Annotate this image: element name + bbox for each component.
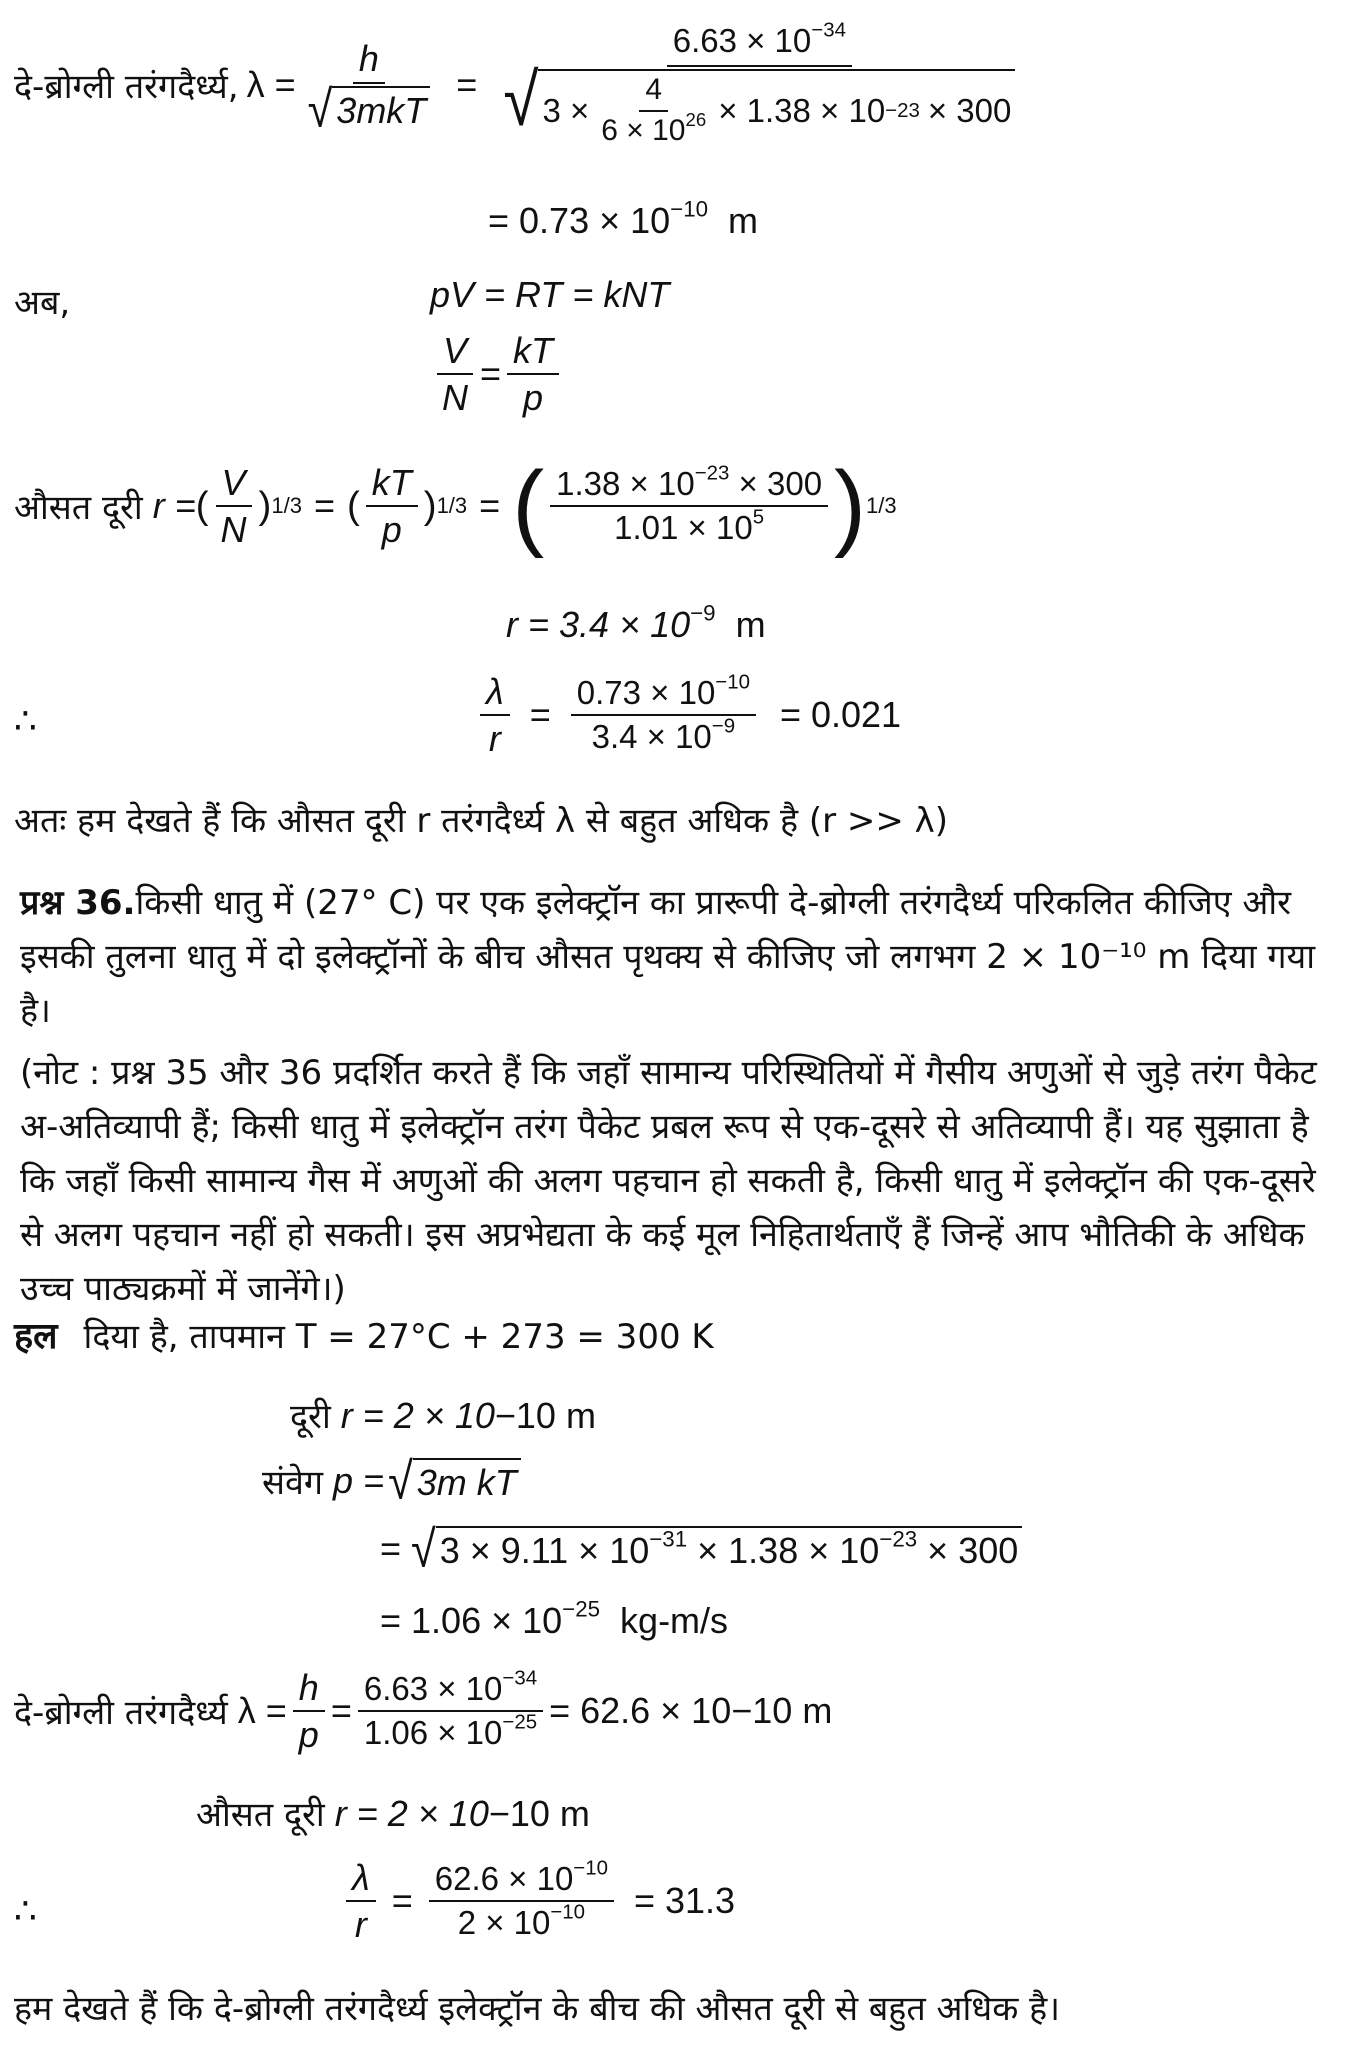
den-part-c: × 300 bbox=[927, 92, 1012, 129]
numerator bbox=[550, 461, 828, 507]
label-average-distance: औसत दूरी bbox=[196, 1795, 325, 1835]
numerator-h: h bbox=[293, 1667, 325, 1712]
distance-value: r = 2 × 10 bbox=[340, 1395, 495, 1436]
num-exponent: −10 bbox=[715, 670, 750, 694]
inner-num: 4 bbox=[639, 73, 668, 112]
num-exponent: −23 bbox=[694, 461, 730, 485]
numerator: kT bbox=[366, 462, 418, 507]
num-mantissa: 62.6 × 10 bbox=[434, 1860, 574, 1898]
fraction-denominator bbox=[302, 79, 437, 139]
radicand: 3mkT bbox=[332, 86, 430, 131]
equals-sign: = bbox=[330, 1690, 352, 1731]
result-exponent: −10 bbox=[670, 196, 709, 222]
radicand: 3 × $\frac{4}{6 \times 10^{26}}$ × 1.38 × 10 −23 × 300 bbox=[538, 69, 1015, 148]
therefore-symbol: ∴ bbox=[14, 1890, 37, 1931]
ideal-gas-equation: pV = RT = kNT bbox=[430, 274, 670, 315]
average-distance-metal: औसत दूरी r = 2 × 10 −10 m bbox=[196, 1790, 590, 1836]
fraction-denominator bbox=[497, 58, 1021, 148]
sqrt-numeric bbox=[411, 1519, 1022, 1578]
denominator: p bbox=[381, 509, 402, 550]
num-mantissa: 6.63 × 10 bbox=[363, 1670, 503, 1708]
fraction-numerator: h bbox=[353, 38, 385, 83]
momentum-mantissa: = 1.06 × 10 bbox=[380, 1600, 563, 1641]
eq-v-over-n bbox=[430, 330, 565, 419]
r-lhs: r = bbox=[152, 485, 196, 526]
equals-sign: = bbox=[529, 694, 551, 735]
ratio-result: = 31.3 bbox=[633, 1880, 736, 1921]
equals-sign: = bbox=[480, 353, 502, 395]
part-b: × 1.38 × 10 bbox=[697, 1530, 880, 1571]
paren-open: ( bbox=[512, 452, 545, 559]
numerator-lambda: λ bbox=[480, 671, 510, 716]
result-unit: m bbox=[728, 200, 759, 241]
fraction-lambda-r bbox=[346, 1857, 376, 1946]
inner-den-exponent: 26 bbox=[685, 109, 707, 131]
den-mantissa: 1.06 × 10 bbox=[363, 1714, 503, 1751]
question-text: किसी धातु में (27° C) पर एक इलेक्ट्रॉन का प्रारूपी दे-ब्रोग्ली तरंगदैर्ध्य परिकलित कीजिए और इसकी तुलना धातु में दो इलेक्ट्रॉनों के बीच औसत पृथक्य से कीजिए जो लगभग 2 × 10⁻¹⁰ m दिया गया है। bbox=[20, 883, 1316, 1031]
denominator-r: r bbox=[488, 718, 501, 759]
lambda-lhs: λ = bbox=[246, 64, 296, 105]
den-mantissa: 2 × 10 bbox=[457, 1904, 551, 1941]
eq-ratio-metal bbox=[340, 1846, 735, 1956]
radical-sign: √ bbox=[307, 79, 333, 139]
fraction-numeric bbox=[550, 461, 828, 547]
r-exponent: −9 bbox=[690, 600, 716, 626]
denominator bbox=[358, 1712, 543, 1752]
r-unit: m bbox=[735, 604, 766, 645]
momentum-label: संवेग bbox=[262, 1463, 324, 1503]
paren-close: ) bbox=[834, 452, 867, 559]
fraction-kt-p bbox=[507, 330, 559, 419]
numerator bbox=[429, 1856, 614, 1902]
numerator-lambda: λ bbox=[346, 1857, 376, 1902]
equals-sign: = bbox=[313, 485, 335, 526]
numerator-kt: kT bbox=[507, 330, 559, 375]
denominator bbox=[608, 507, 770, 547]
den-mantissa: 1.01 × 10 bbox=[614, 509, 753, 546]
radical-sign: √ bbox=[411, 1519, 436, 1578]
question-36 bbox=[20, 876, 1344, 1038]
fraction-numeric bbox=[497, 18, 1021, 149]
fraction-v-n bbox=[215, 462, 253, 551]
equals-sign: = bbox=[456, 64, 478, 105]
equals-sign: = bbox=[391, 1880, 413, 1921]
sqrt-big bbox=[503, 58, 1015, 148]
denominator bbox=[452, 1902, 591, 1942]
fraction-h-p bbox=[293, 1667, 325, 1756]
equals-sign: = bbox=[380, 1528, 402, 1569]
num-exponent: −34 bbox=[502, 1666, 538, 1690]
conclusion-gas: अतः हम देखते हैं कि औसत दूरी r तरंगदैर्ध्य λ से बहुत अधिक है (r >> λ) bbox=[14, 801, 949, 841]
fraction-v-n bbox=[436, 330, 474, 419]
eq-debroglie-2: दे-ब्रोग्ली तरंगदैर्ध्य λ = $\frac{h}{p}$ = $\frac{6.63 \times 10^{-34}}{1.06 \times 10^{-25}}$ = 62.6 × 10 −10 m bbox=[14, 1666, 833, 1755]
denominator: N bbox=[220, 509, 247, 550]
distance-label: दूरी bbox=[290, 1397, 331, 1437]
paren-open: ( bbox=[195, 483, 209, 527]
momentum-exponent: −25 bbox=[562, 1596, 601, 1622]
den-exponent: −10 bbox=[550, 1900, 586, 1924]
den-exponent: −9 bbox=[711, 714, 736, 738]
result-lambda-gas bbox=[488, 196, 759, 242]
label-ab: अब, bbox=[14, 283, 71, 323]
denominator-n: N bbox=[442, 377, 468, 419]
radical-sign: √ bbox=[503, 58, 539, 142]
momentum-result bbox=[380, 1596, 729, 1642]
result-unit: m bbox=[802, 1690, 833, 1731]
den-exponent: −25 bbox=[502, 1710, 538, 1734]
num-tail: × 300 bbox=[738, 465, 823, 503]
fraction-kt-p bbox=[366, 462, 418, 551]
momentum-formula bbox=[262, 1451, 521, 1510]
sqrt-3mkt bbox=[307, 79, 431, 139]
solution-given bbox=[14, 1310, 714, 1359]
question-label: प्रश्न 36. bbox=[20, 883, 136, 923]
sqrt-3mkt bbox=[388, 1451, 521, 1510]
fraction-lambda-r bbox=[480, 671, 510, 760]
denominator-p: p bbox=[298, 1714, 319, 1755]
result-mantissa: = 0.73 × 10 bbox=[488, 200, 671, 241]
eq-debroglie-1 bbox=[14, 20, 1027, 150]
num-exponent: −34 bbox=[811, 18, 846, 42]
num-mantissa: 6.63 × 10 bbox=[672, 21, 812, 59]
fraction-numeric bbox=[358, 1666, 543, 1752]
distance-unit: m bbox=[559, 1793, 590, 1834]
den-exponent: 5 bbox=[752, 505, 765, 529]
inner-fraction bbox=[595, 73, 712, 148]
paren-open: ( bbox=[346, 483, 360, 527]
distance-value: r = 2 × 10 bbox=[334, 1793, 489, 1834]
denominator-r: r bbox=[354, 1904, 367, 1945]
fraction-h-over-sqrt bbox=[302, 38, 437, 139]
part-a-exponent: −31 bbox=[649, 1526, 688, 1552]
inner-den bbox=[595, 109, 712, 149]
num-mantissa: 1.38 × 10 bbox=[556, 465, 695, 503]
solution-given-text: दिया है, तापमान T = 27°C + 273 = 300 K bbox=[83, 1317, 714, 1357]
fraction-numeric bbox=[429, 1856, 614, 1942]
result-mantissa: = 62.6 × 10 bbox=[549, 1690, 732, 1731]
denominator-p: p bbox=[523, 377, 544, 419]
numerator-v: V bbox=[437, 330, 473, 375]
label-average-distance: औसत दूरी bbox=[14, 488, 143, 528]
num-exponent: −10 bbox=[573, 1856, 608, 1880]
conclusion-metal: हम देखते हैं कि दे-ब्रोग्ली तरंगदैर्ध्य इलेक्ट्रॉन के बीच की औसत दूरी से बहुत अधिक है। bbox=[14, 1989, 1061, 2029]
eq-ratio-gas bbox=[474, 660, 901, 770]
fraction-numerator bbox=[667, 18, 852, 68]
equals-sign: = bbox=[479, 485, 501, 526]
p-lhs: p = bbox=[333, 1460, 385, 1501]
radical-sign: √ bbox=[388, 1451, 413, 1510]
paren-close: ) bbox=[423, 483, 437, 527]
distance-unit: m bbox=[565, 1395, 596, 1436]
part-c: × 300 bbox=[927, 1530, 1019, 1571]
num-mantissa: 0.73 × 10 bbox=[576, 674, 716, 712]
part-a: 3 × 9.11 × 10 bbox=[439, 1530, 650, 1571]
den-part-a: 3 × bbox=[542, 92, 590, 129]
numerator bbox=[358, 1666, 543, 1712]
eq-average-distance: औसत दूरी r = ( $\frac{V}{N}$ ) 1/3 = ( $\frac{kT}{p}$ ) 1/3 = ( $\frac{1.38 \times 10^{-23} \times 300}{1.01 \times 10^5}$ ) 1/3 bbox=[14, 452, 897, 559]
radicand: 3m kT bbox=[413, 1458, 521, 1504]
fraction-numeric bbox=[571, 670, 756, 756]
denominator bbox=[586, 716, 742, 756]
lambda-lhs: λ = bbox=[237, 1690, 287, 1731]
den-mantissa: 3.4 × 10 bbox=[591, 718, 712, 755]
label-debroglie: दे-ब्रोग्ली तरंगदैर्ध्य, bbox=[14, 67, 239, 107]
label-debroglie: दे-ब्रोग्ली तरंगदैर्ध्य bbox=[14, 1693, 228, 1733]
r-mantissa: r = 3.4 × 10 bbox=[506, 604, 691, 645]
part-b-exponent: −23 bbox=[879, 1526, 918, 1552]
ratio-result: = 0.021 bbox=[779, 694, 902, 735]
momentum-unit: kg-m/s bbox=[620, 1600, 729, 1641]
inner-den-mantissa: 6 × 10 bbox=[601, 113, 686, 147]
given-distance: दूरी r = 2 × 10 −10 m bbox=[290, 1392, 596, 1438]
radicand bbox=[436, 1526, 1023, 1572]
therefore-symbol: ∴ bbox=[14, 700, 37, 741]
solution-label: हल bbox=[14, 1316, 58, 1357]
momentum-substitution bbox=[380, 1519, 1022, 1578]
den-part-b: × 1.38 × 10 bbox=[718, 92, 886, 129]
result-r-gas bbox=[506, 600, 766, 646]
note-paragraph: (नोट : प्रश्न 35 और 36 प्रदर्शित करते हैं कि जहाँ सामान्य परिस्थितियों में गैसीय अणुओं से जुड़े तरंग पैकेट अ-अतिव्यापी हैं; किसी धातु में इलेक्ट्रॉन तरंग पैकेट प्रबल रूप से एक-दूसरे से अतिव्यापी हैं। यह सुझाता है कि जहाँ किसी सामान्य गैस में अणुओं की अलग पहचान हो सकती है, किसी धातु में इलेक्ट्रॉन की एक-दूसरे से अलग पहचान नहीं हो सकती। इस अप्रभेद्यता के कई मूल निहितार्थताएँ हैं जिन्हें आप भौतिकी के अधिक उच्च पाठ्यक्रमों में जानेंगे।) bbox=[20, 1053, 1317, 1309]
numerator: V bbox=[216, 462, 252, 507]
paren-close: ) bbox=[258, 483, 272, 527]
numerator bbox=[571, 670, 756, 716]
